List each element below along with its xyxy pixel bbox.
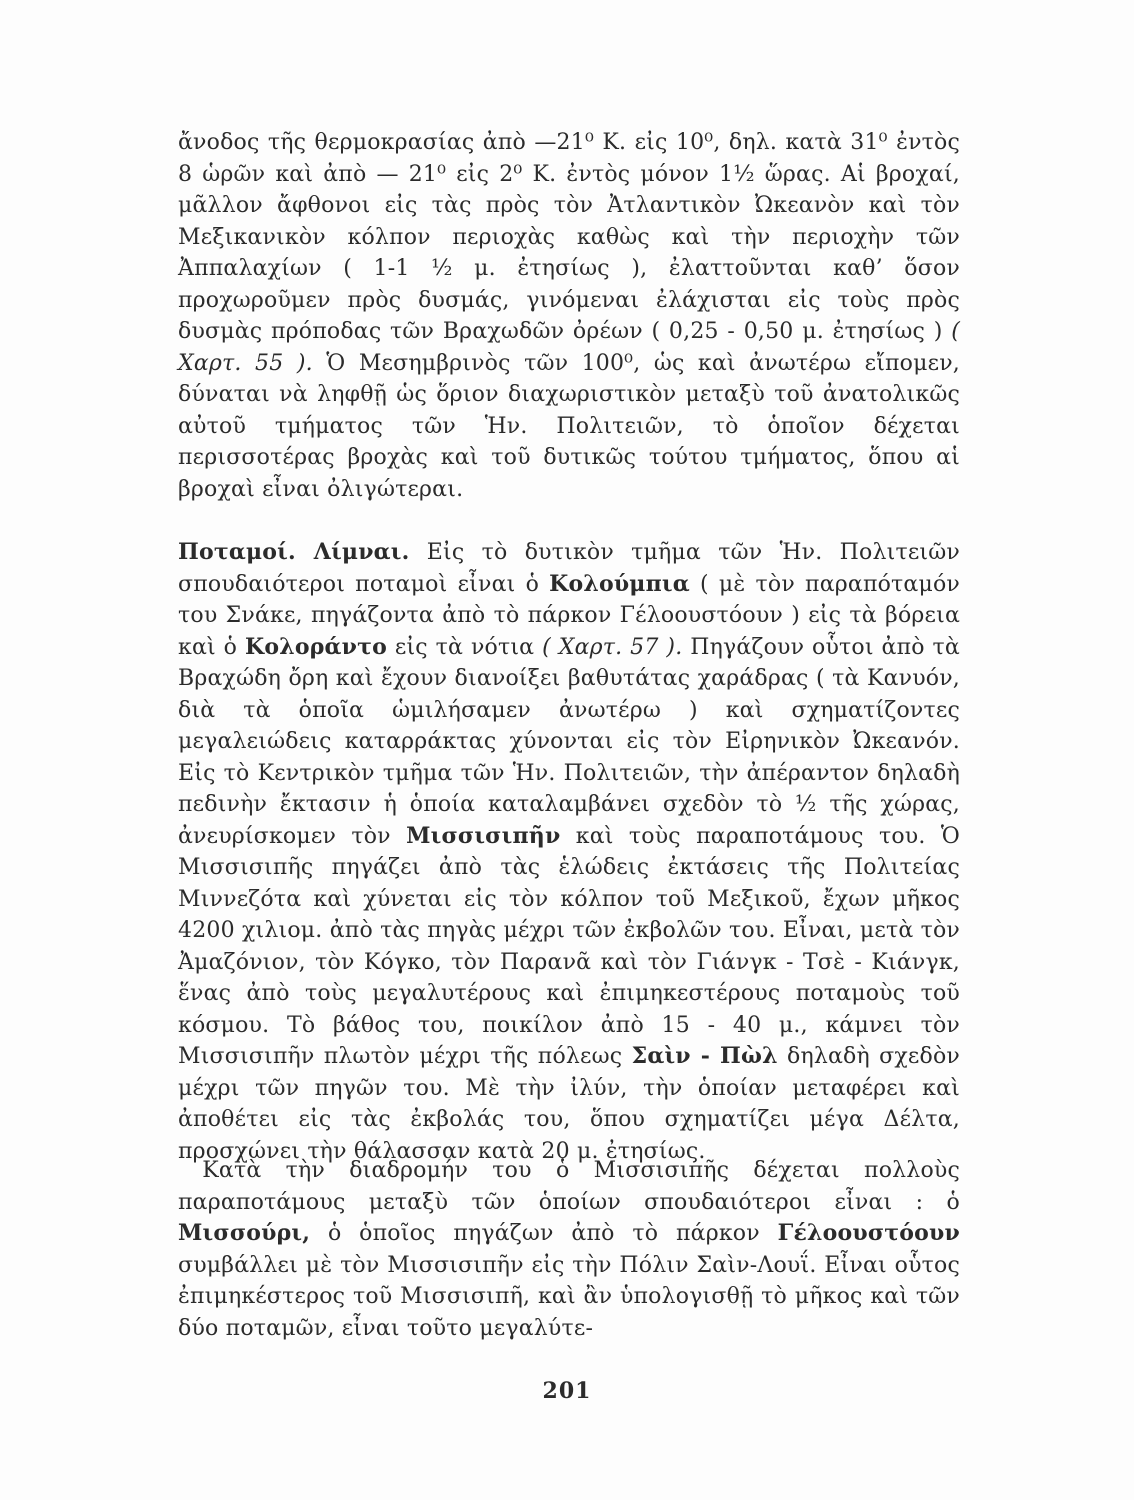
paragraph-text: ἄνοδος τῆς θερμοκρασίας ἀπὸ —21⁰ Κ. εἰς 10⁰, δηλ. κατὰ 31⁰ ἐντὸς 8 ὡρῶν καὶ ἀπὸ — 21⁰ εἰς 2⁰ Κ. ἐντὸς μόνον 1½ ὥρας. Αἱ βροχαί, μᾶλλον ἄφθονοι εἰς τὰς πρὸς τὸν Ἀτλαντικὸν Ὠκεανὸν καὶ τὸν Μεξικανικὸν κόλπον περιοχὰς καθὼς καὶ τὴν περιοχὴν τῶν Ἀππαλαχίων ( 1-1 ½ μ. ἐτησίως ), ἐλαττοῦνται καθ’ ὅσον προχωροῦμεν πρὸς δυσμάς, γινόμεναι ἐλάχισται εἰς τοὺς πρὸς δυσμὰς πρόποδας τῶν Βραχωδῶν ὀρέων ( 0,25 - 0,50 μ. ἐτησίως ) <box>178 130 960 344</box>
park-name: Γέλοουστόουν <box>777 1220 960 1246</box>
map-reference: ( Χαρτ. 57 ). <box>542 634 683 660</box>
paragraph-text: ὁ ὁποῖος πηγάζων ἀπὸ τὸ πάρκον <box>327 1221 760 1246</box>
river-name: Μισσούρι, <box>178 1220 311 1246</box>
section-heading: Ποταμοί. Λίμναι. <box>178 539 410 565</box>
river-name: Μισσισιπῆν <box>406 822 561 849</box>
paragraph-text: εἰς τὰ νότια <box>394 634 535 660</box>
paragraph-climate <box>178 127 960 505</box>
river-name: Κολούμπια <box>549 570 690 597</box>
paragraph-text: ( μὲ τὸν παραπόταμόν του Σνάκε, πηγάζοντα ἀπὸ τὸ πάρκον Γέλοουστόουν ) εἰς τὰ βόρεια καὶ ὁ <box>178 571 960 660</box>
paragraph-tributaries <box>178 1155 960 1344</box>
paragraph-text: Πηγάζουν οὗτοι ἀπὸ τὰ Βραχώδη ὄρη καὶ ἔχουν διανοίξει βαθυτάτας χαράδρας ( τὰ Κανυόν, διὰ τὰ ὁποῖα ὡμιλήσαμεν ἀνωτέρω ) καὶ σχηματίζοντες μεγαλειώδεις καταρράκτας χύνονται εἰς τὸν Εἰρηνικὸν Ὠκεανόν. Εἰς τὸ Κεντρικὸν τμῆμα τῶν Ἡν. Πολιτειῶν, τὴν ἀπέραντον δηλαδὴ πεδινὴν ἔκτασιν ἡ ὁποία καταλαμβάνει σχεδὸν τὸ ½ τῆς χώρας, ἀνευρίσκομεν τὸν <box>178 634 960 849</box>
river-name: Κολοράντο <box>245 633 387 660</box>
paragraph-text: συμβάλλει μὲ τὸν Μισσισιπῆν εἰς τὴν Πόλιν Σαὶν-Λουΐ. Εἶναι οὗτος ἐπιμηκέστερος τοῦ Μισσισιπῆ, καὶ ἂν ὑπολογισθῇ τὸ μῆκος καὶ τῶν δύο ποταμῶν, εἶναι τοῦτο μεγαλύτε- <box>178 1252 960 1341</box>
city-name: Σαὶν - Πὼλ <box>631 1043 778 1069</box>
paragraph-text: Κατὰ τὴν διαδρομήν του ὁ Μισσισιπῆς δέχεται πολλοὺς παραποτάμους μεταξὺ τῶν ὁποίων σπουδαιότεροι εἶναι : ὁ <box>178 1158 960 1215</box>
page-number: 201 <box>542 1378 592 1404</box>
paragraph-text: καὶ τοὺς παραποτάμους του. Ὁ Μισσισιπῆς πηγάζει ἀπὸ τὰς ἑλώδεις ἐκτάσεις τῆς Πολιτείας Μιννεζότα καὶ χύνεται εἰς τὸν κόλπον τοῦ Μεξικοῦ, ἔχων μῆκος 4200 χιλιομ. ἀπὸ τὰς πηγὰς μέχρι τῶν ἐκβολῶν του. Εἶναι, μετὰ τὸν Ἀμαζόνιον, τὸν Κόγκο, τὸν Παρανᾶ καὶ τὸν Γιάνγκ - Τσὲ - Κιάνγκ, ἕνας ἀπὸ τοὺς μεγαλυτέρους καὶ ἐπιμηκεστέρους ποταμοὺς τοῦ κόσμου. Τὸ βάθος του, ποικίλον ἀπὸ 15 - 40 μ., κάμνει τὸν Μισσισιπῆν πλωτὸν μέχρι τῆς πόλεως <box>178 823 960 1069</box>
paragraph-rivers-lakes <box>178 537 960 1167</box>
map-reference: ( Χαρτ. 55 ). <box>178 319 960 376</box>
paragraph-text: δηλαδὴ σχεδὸν μέχρι τῶν πηγῶν του. Μὲ τὴν ἰλύν, τὴν ὁποίαν μεταφέρει καὶ ἀποθέτει εἰς τὰς ἐκβολάς του, ὅπου σχηματίζει μέγα Δέλτα, προσχώνει τὴν θάλασσαν κατὰ 20 μ. ἐτησίως. <box>178 1044 960 1164</box>
paragraph-text: Εἰς τὸ δυτικὸν τμῆμα τῶν Ἡν. Πολιτειῶν σπουδαιότεροι ποταμοὶ εἶναι ὁ <box>178 540 960 597</box>
paragraph-text: Ὁ Μεσημβρινὸς τῶν 100⁰, ὡς καὶ ἀνωτέρω εἴπομεν, δύναται νὰ ληφθῇ ὡς ὅριον διαχωριστικὸν μεταξὺ τοῦ ἀνατολικῶς αὐτοῦ τμήματος τῶν Ἡν. Πολιτειῶν, τὸ ὁποῖον δέχεται περισσοτέρας βροχὰς καὶ τοῦ δυτικῶς τούτου τμήματος, ὅπου αἱ βροχαὶ εἶναι ὀλιγώτεραι. <box>178 350 960 502</box>
